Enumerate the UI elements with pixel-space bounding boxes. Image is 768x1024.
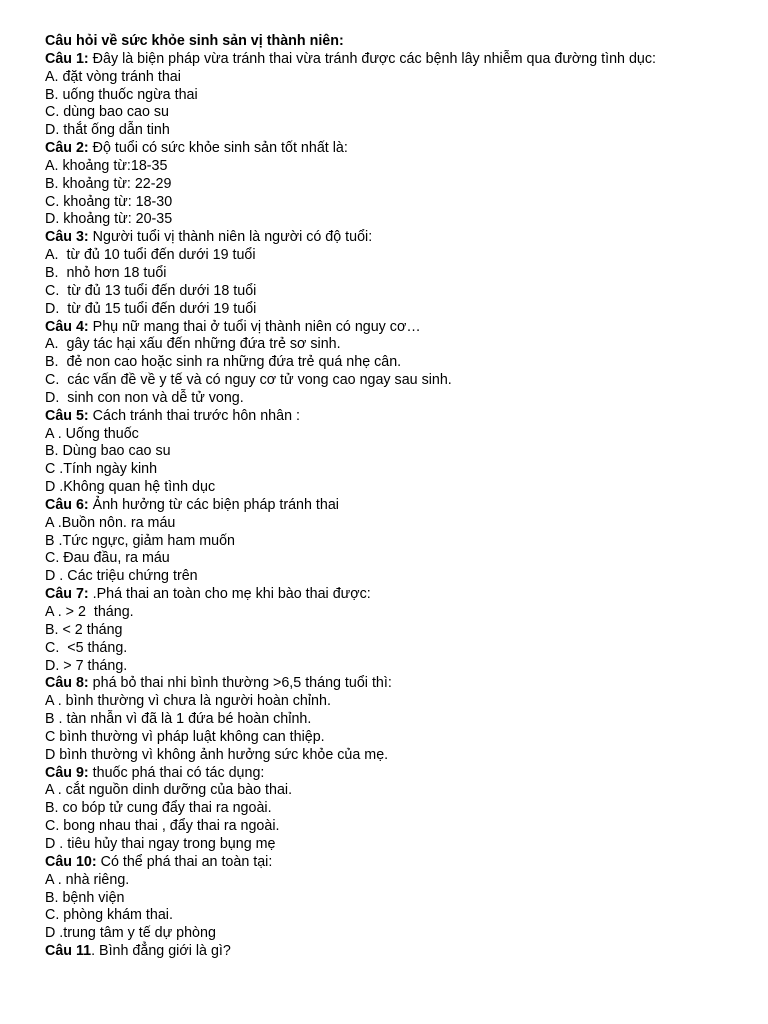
answer-option: A. gây tác hại xấu đến những đứa trẻ sơ sinh. — [45, 336, 341, 353]
question-line — [45, 765, 748, 783]
question-line — [45, 943, 748, 961]
answer-option: C .Tính ngày kinh — [45, 461, 158, 478]
question-text: Độ tuổi có sức khỏe sinh sản tốt nhất là: — [88, 140, 348, 157]
question-block — [45, 229, 748, 318]
question-text: .Phá thai an toàn cho mẹ khi bào thai được: — [88, 586, 371, 603]
answer-option: B. nhỏ hơn 18 tuổi — [45, 264, 167, 281]
answer-option: B. bệnh viện — [45, 889, 125, 906]
answer-option: C. dùng bao cao su — [45, 104, 169, 121]
answer-option: D bình thường vì không ảnh hưởng sức khỏe của mẹ. — [45, 746, 389, 763]
answer-option: D. khoảng từ: 20-35 — [45, 211, 173, 228]
question-label: Câu 3: — [45, 229, 89, 246]
answer-option: D. sinh con non và dễ tử vong. — [45, 389, 244, 406]
question-text: . Bình đẳng giới là gì? — [91, 943, 231, 960]
question-line — [45, 229, 748, 247]
answer-option: D. từ đủ 15 tuổi đến dưới 19 tuổi — [45, 300, 257, 317]
answer-option: C. <5 tháng. — [45, 639, 128, 656]
answer-option: C. Đau đầu, ra máu — [45, 550, 170, 567]
answer-option: A . nhà riêng. — [45, 871, 130, 888]
answer-option: B. < 2 tháng — [45, 621, 123, 638]
question-block — [45, 51, 748, 140]
question-line — [45, 51, 748, 69]
question-list — [45, 51, 748, 961]
answer-option: C bình thường vì pháp luật không can thiệp. — [45, 728, 325, 745]
question-text: Ảnh hưởng từ các biện pháp tránh thai — [88, 496, 339, 513]
question-text: Cách tránh thai trước hôn nhân : — [88, 407, 300, 424]
question-text: Phụ nữ mang thai ở tuổi vị thành niên có nguy cơ… — [88, 318, 421, 335]
question-label: Câu 8: — [45, 675, 89, 692]
question-label: Câu 7: — [45, 586, 89, 603]
answer-option: C. các vấn đề về y tế và có nguy cơ tử vong cao ngay sau sinh. — [45, 372, 452, 389]
question-block — [45, 140, 748, 229]
question-line — [45, 586, 748, 604]
question-line — [45, 675, 748, 693]
question-label: Câu 4: — [45, 318, 89, 335]
answer-option: C. từ đủ 13 tuổi đến dưới 18 tuổi — [45, 282, 257, 299]
question-line — [45, 854, 748, 872]
question-block — [45, 943, 748, 961]
answer-option: B. co bóp tử cung đẩy thai ra ngoài. — [45, 800, 272, 817]
answer-option: A . cắt nguồn dinh dưỡng của bào thai. — [45, 782, 293, 799]
question-block — [45, 319, 748, 408]
answer-option: D . tiêu hủy thai ngay trong bụng mẹ — [45, 835, 276, 852]
question-label: Câu 2: — [45, 140, 89, 157]
answer-option: A . > 2 tháng. — [45, 604, 134, 620]
answer-option: A .Buồn nôn. ra máu — [45, 514, 176, 531]
answer-option: A . Uống thuốc — [45, 425, 139, 442]
answer-option: D. thắt ống dẫn tinh — [45, 122, 170, 139]
answer-option: D . Các triệu chứng trên — [45, 568, 198, 585]
question-line — [45, 140, 748, 158]
answer-option: B. uống thuốc ngừa thai — [45, 86, 198, 103]
question-line — [45, 497, 748, 515]
question-block — [45, 765, 748, 854]
answer-option: D .Không quan hệ tình dục — [45, 479, 216, 496]
question-label: Câu 9: — [45, 764, 89, 781]
answer-option: B. khoảng từ: 22-29 — [45, 175, 172, 192]
answer-option: D. > 7 tháng. — [45, 657, 128, 674]
question-text: Đây là biện pháp vừa tránh thai vừa tránh được các bệnh lây nhiễm qua đường tình dục: — [88, 50, 656, 67]
question-block — [45, 854, 748, 943]
question-block — [45, 497, 748, 586]
document-title: Câu hỏi về sức khỏe sinh sản vị thành niên: — [45, 33, 344, 49]
question-label: Câu 5: — [45, 407, 89, 424]
answer-option: C. phòng khám thai. — [45, 907, 173, 924]
answer-option: A . bình thường vì chưa là người hoàn chỉnh. — [45, 693, 331, 710]
question-label: Câu 11 — [45, 943, 92, 960]
answer-option: A. khoảng từ:18-35 — [45, 157, 168, 174]
answer-option: A. đặt vòng tránh thai — [45, 68, 181, 85]
question-block — [45, 408, 748, 497]
question-block — [45, 675, 748, 764]
question-text: phá bỏ thai nhi bình thường >6,5 tháng tuổi thì: — [88, 675, 392, 692]
question-label: Câu 6: — [45, 496, 89, 513]
question-text: thuốc phá thai có tác dụng: — [88, 764, 265, 781]
question-line — [45, 408, 748, 426]
answer-option: B. Dùng bao cao su — [45, 443, 171, 460]
answer-option: C. bong nhau thai , đẩy thai ra ngoài. — [45, 818, 280, 835]
answer-option: B .Tức ngực, giảm ham muốn — [45, 532, 235, 549]
answer-option: D .trung tâm y tế dự phòng — [45, 925, 216, 942]
answer-option: B. đẻ non cao hoặc sinh ra những đứa trẻ quá nhẹ cân. — [45, 354, 402, 371]
question-block — [45, 586, 748, 675]
question-label: Câu 1: — [45, 50, 89, 67]
answer-option: B . tàn nhẫn vì đã là 1 đứa bé hoàn chỉnh. — [45, 711, 312, 728]
question-text: Có thể phá thai an toàn tại: — [96, 853, 273, 870]
answer-option: C. khoảng từ: 18-30 — [45, 193, 173, 210]
question-label: Câu 10: — [45, 853, 97, 870]
question-line — [45, 319, 748, 337]
question-text: Người tuổi vị thành niên là người có độ tuổi: — [88, 229, 373, 246]
answer-option: A. từ đủ 10 tuổi đến dưới 19 tuổi — [45, 247, 256, 264]
